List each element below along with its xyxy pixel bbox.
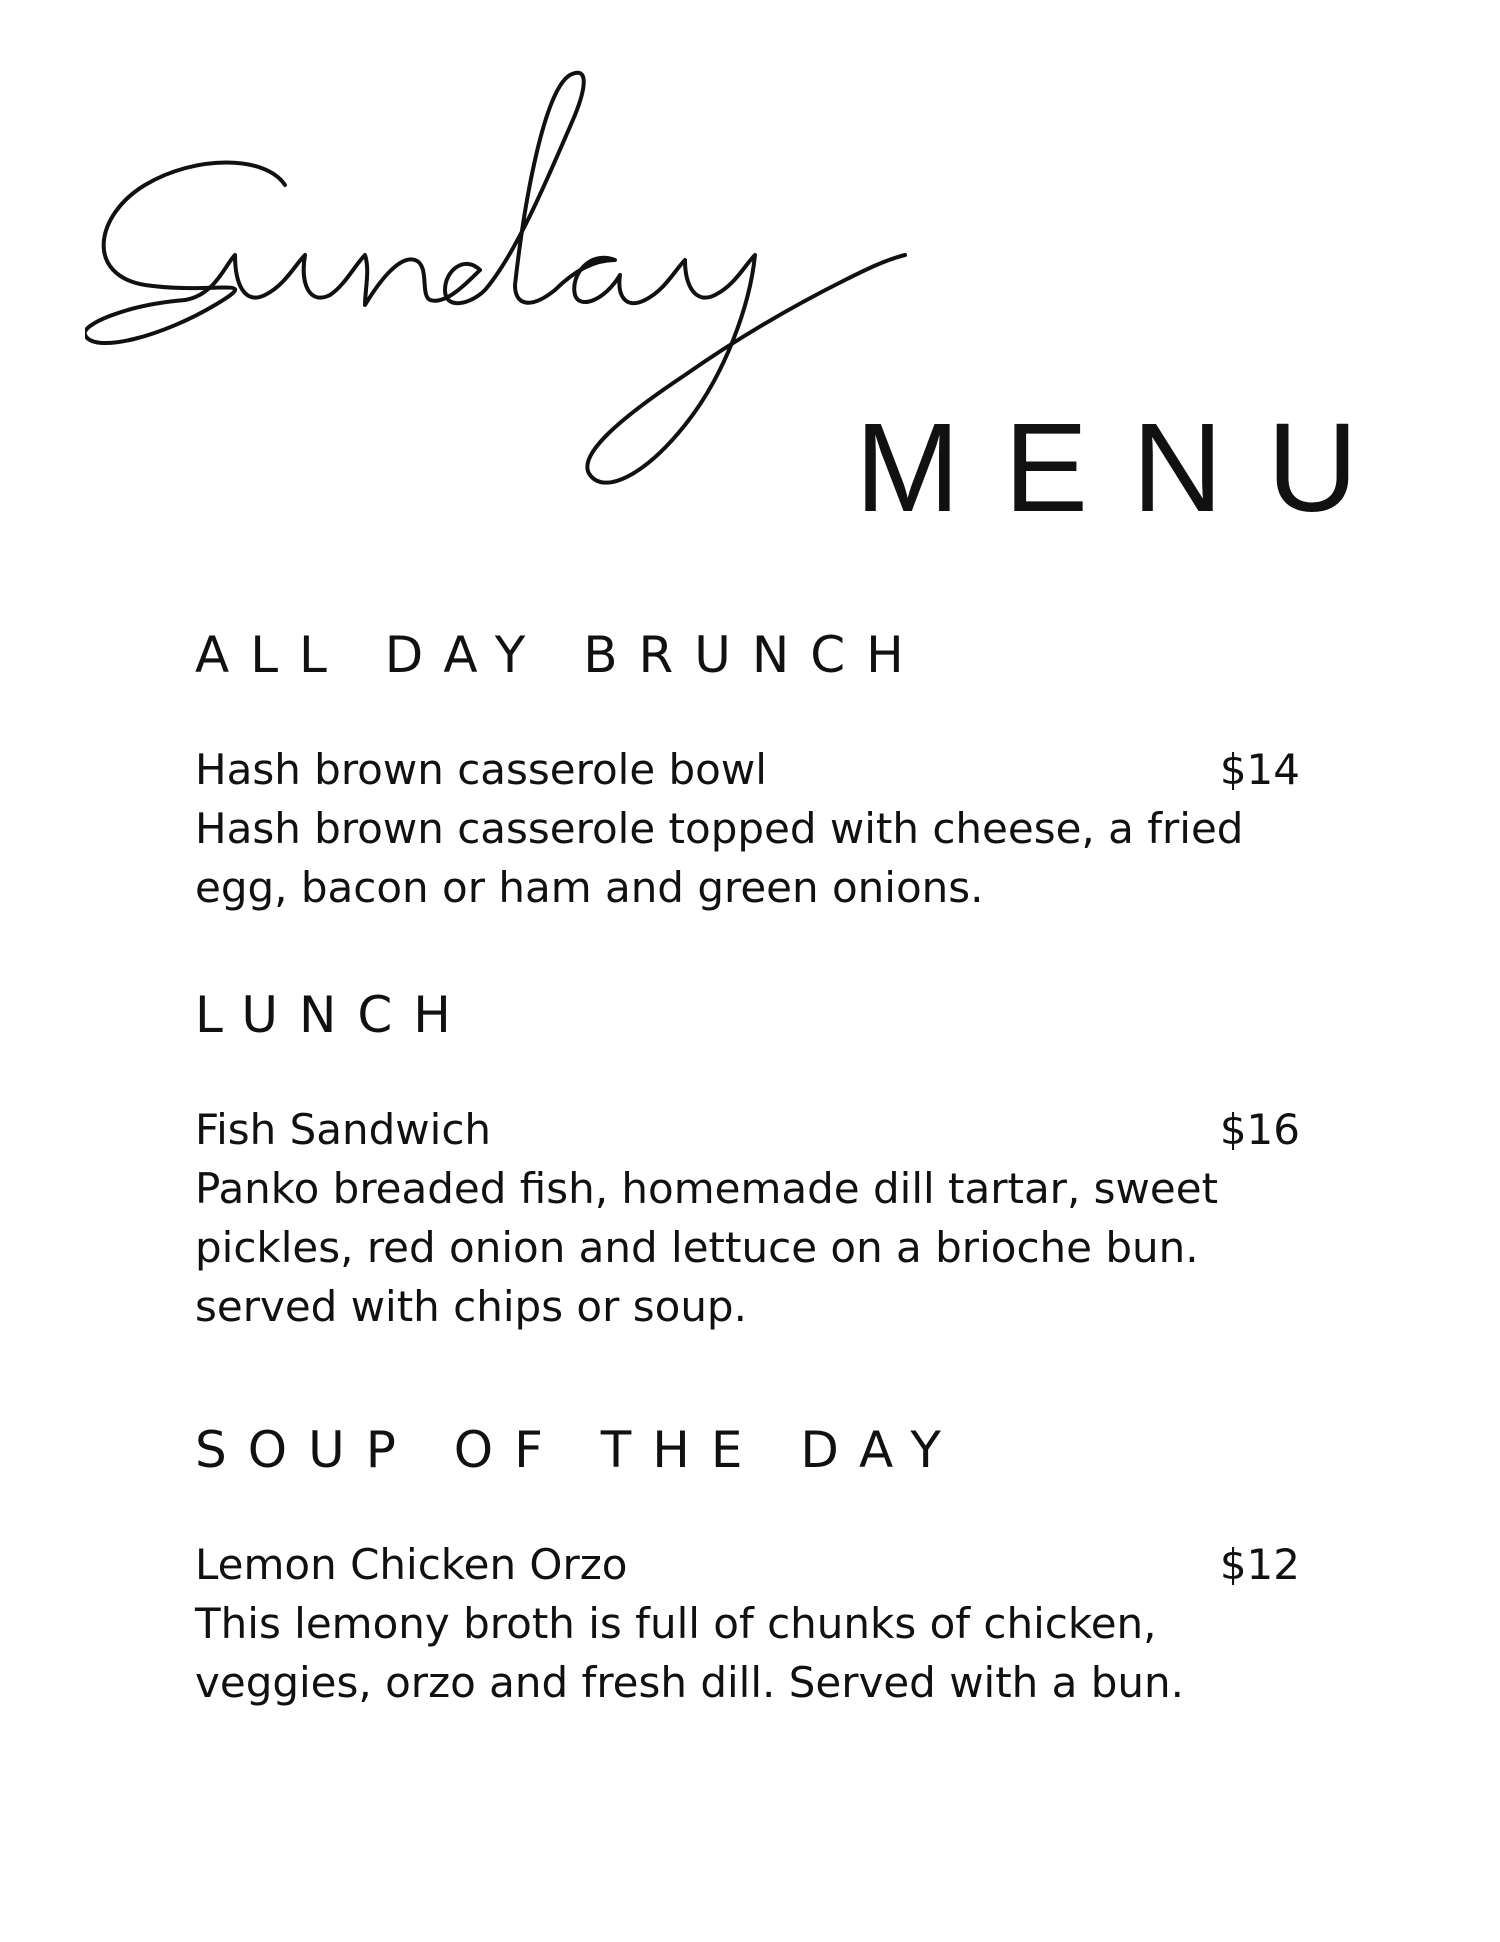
item-price: $16 [1219, 1105, 1300, 1154]
section-soup-of-the-day [195, 1420, 1300, 1712]
item-description: This lemony broth is full of chunks of chicken, veggies, orzo and fresh dill. Served with a bun. [195, 1599, 1184, 1707]
menu-heading: MENU [855, 397, 1402, 538]
item-price: $12 [1219, 1540, 1300, 1589]
item-price: $14 [1219, 745, 1300, 794]
section-heading: SOUP OF THE DAY [195, 1421, 962, 1479]
item-description: Hash brown casserole topped with cheese, a fried egg, bacon or ham and green onions. [195, 804, 1244, 912]
item-name: Lemon Chicken Orzo [195, 1540, 628, 1589]
item-description: Panko breaded fish, homemade dill tartar, sweet pickles, red onion and lettuce on a brioche bun. served with chips or soup. [195, 1164, 1219, 1331]
section-heading: LUNCH [195, 986, 472, 1044]
menu-item [195, 1100, 1300, 1336]
section-all-day-brunch [195, 625, 1300, 917]
item-name: Hash brown casserole bowl [195, 745, 767, 794]
section-lunch [195, 985, 1300, 1336]
section-heading: ALL DAY BRUNCH [195, 626, 925, 684]
menu-item [195, 1535, 1300, 1712]
menu-item [195, 740, 1300, 917]
item-name: Fish Sandwich [195, 1105, 492, 1154]
